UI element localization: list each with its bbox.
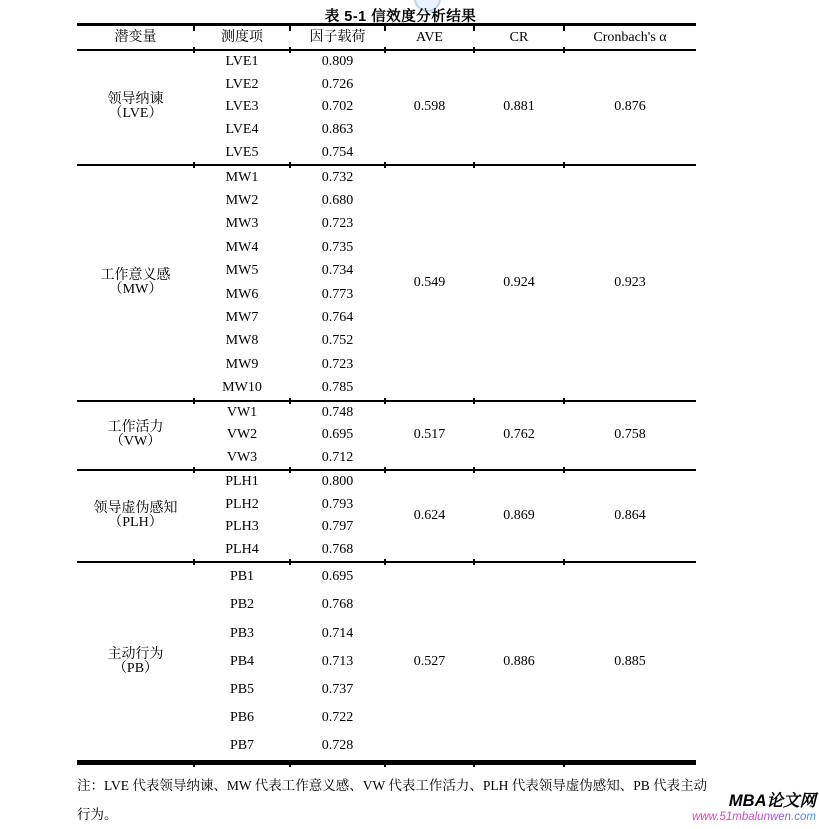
cell-border-tick — [289, 25, 291, 31]
cell-border-tick — [563, 559, 565, 565]
factor-loading-value: 0.722 — [321, 710, 354, 726]
latent-variable-name: 工作意义感 — [100, 267, 171, 283]
measurement-item: PB6 — [229, 710, 255, 726]
measurement-item: PB2 — [229, 597, 255, 613]
cell-border-tick — [193, 761, 195, 767]
cell-border-tick — [193, 47, 195, 53]
cell-border-tick — [193, 25, 195, 31]
cell-border-tick — [289, 47, 291, 53]
ave-value: 0.624 — [413, 508, 446, 524]
ave-value: 0.517 — [413, 427, 446, 443]
cell-border-tick — [473, 761, 475, 767]
cr-value: 0.886 — [503, 653, 535, 669]
reliability-validity-table — [77, 23, 696, 765]
measurement-item: VW3 — [226, 449, 258, 465]
factor-loading-value: 0.734 — [321, 263, 354, 279]
measurement-item: PLH4 — [225, 541, 259, 557]
factor-loading-value: 0.797 — [321, 519, 354, 535]
cell-border-tick — [563, 47, 565, 53]
factor-loading-value: 0.754 — [321, 144, 354, 160]
cell-border-tick — [289, 162, 291, 168]
cr-value: 0.762 — [503, 427, 535, 443]
table-section — [77, 51, 696, 166]
cell-border-tick — [384, 25, 386, 31]
measurement-item: MW9 — [225, 356, 259, 372]
measurement-item: LVE3 — [225, 99, 259, 115]
cell-border-tick — [473, 559, 475, 565]
latent-variable-name: 工作活力 — [107, 420, 164, 436]
footnote-line-2: 行为。 — [77, 807, 118, 822]
measurement-item: PLH2 — [225, 496, 259, 512]
ave-value: 0.527 — [413, 653, 446, 669]
latent-variable-cell — [77, 51, 194, 164]
factor-loading-value: 0.768 — [321, 541, 354, 557]
latent-variable-code: （LVE） — [108, 106, 163, 122]
cell-border-tick — [473, 398, 475, 404]
factor-loading-value: 0.723 — [321, 356, 354, 372]
cell-border-tick — [193, 559, 195, 565]
cell-border-tick — [384, 162, 386, 168]
ave-value: 0.598 — [413, 99, 446, 115]
latent-variable-code: （VW） — [109, 434, 162, 450]
factor-loading-value: 0.732 — [321, 169, 354, 185]
table-footnote — [77, 771, 717, 829]
watermark-site-url: www.51mbalunwen.com — [691, 811, 816, 823]
watermark-site-name: MBA论文网 — [728, 792, 816, 810]
factor-loading-value: 0.695 — [321, 569, 354, 585]
cell-border-tick — [563, 162, 565, 168]
header-measurement-item: 测度项 — [221, 30, 263, 45]
factor-loading-value: 0.712 — [321, 449, 354, 465]
table-section — [77, 402, 696, 471]
cr-value: 0.924 — [503, 274, 535, 290]
factor-loading-value: 0.726 — [321, 76, 354, 92]
cell-border-tick — [563, 398, 565, 404]
cell-border-tick — [289, 398, 291, 404]
measurement-item: PB7 — [229, 738, 255, 754]
latent-variable-cell — [77, 402, 194, 469]
latent-variable-name: 领导纳谏 — [107, 92, 164, 108]
measurement-item: VW1 — [226, 405, 258, 421]
factor-loading-value: 0.785 — [321, 380, 354, 396]
measurement-item: MW2 — [225, 193, 259, 209]
measurement-item: PLH3 — [225, 519, 259, 535]
measurement-item: PB3 — [229, 625, 255, 641]
latent-variable-code: （MW） — [108, 281, 163, 297]
header-ave: AVE — [416, 30, 443, 45]
latent-variable-cell — [77, 563, 194, 760]
measurement-item: MW5 — [225, 263, 259, 279]
cell-border-tick — [473, 47, 475, 53]
measurement-item: MW10 — [222, 380, 262, 396]
measurement-item: LVE1 — [225, 54, 259, 70]
cell-border-tick — [193, 398, 195, 404]
factor-loading-value: 0.723 — [321, 216, 354, 232]
cell-border-tick — [563, 761, 565, 767]
cr-value: 0.869 — [503, 508, 535, 524]
cronbach-alpha-value: 0.876 — [614, 99, 646, 115]
table-section — [77, 166, 696, 402]
header-factor-loading: 因子载荷 — [309, 30, 366, 45]
cronbach-alpha-value: 0.758 — [614, 427, 646, 443]
cell-border-tick — [563, 467, 565, 473]
cell-border-tick — [193, 162, 195, 168]
factor-loading-value: 0.863 — [321, 122, 354, 138]
factor-loading-value: 0.714 — [321, 625, 354, 641]
table-section — [77, 563, 696, 762]
factor-loading-value: 0.773 — [321, 286, 354, 302]
factor-loading-value: 0.764 — [321, 310, 354, 325]
site-watermark — [692, 793, 816, 823]
measurement-item: MW1 — [225, 169, 259, 185]
cronbach-alpha-value: 0.923 — [614, 274, 646, 290]
factor-loading-value: 0.728 — [321, 738, 354, 754]
measurement-item: PLH1 — [225, 474, 259, 490]
factor-loading-value: 0.680 — [321, 193, 354, 209]
cell-border-tick — [289, 467, 291, 473]
latent-variable-cell — [77, 471, 194, 561]
factor-loading-value: 0.702 — [321, 99, 354, 115]
cell-border-tick — [193, 467, 195, 473]
measurement-item: LVE4 — [225, 122, 259, 138]
cell-border-tick — [384, 398, 386, 404]
latent-variable-code: （PLH） — [108, 515, 163, 531]
cell-border-tick — [384, 559, 386, 565]
measurement-item: LVE5 — [225, 144, 259, 160]
table-caption: 表 5-1 信效度分析结果 — [324, 9, 477, 25]
cell-border-tick — [473, 25, 475, 31]
factor-loading-value: 0.695 — [321, 427, 354, 443]
measurement-item: MW4 — [225, 239, 259, 255]
cell-border-tick — [289, 559, 291, 565]
factor-loading-value: 0.737 — [321, 681, 354, 697]
cell-border-tick — [289, 761, 291, 767]
measurement-item: VW2 — [226, 427, 258, 443]
factor-loading-value: 0.809 — [321, 54, 354, 70]
header-latent-variable: 潜变量 — [114, 30, 157, 45]
factor-loading-value: 0.793 — [321, 496, 354, 512]
footnote-line-1: 注：LVE 代表领导纳谏、MW 代表工作意义感、VW 代表工作活力、PLH 代表领导虚伪感知、PB 代表主动 — [77, 778, 708, 793]
table-section — [77, 471, 696, 563]
measurement-item: MW3 — [225, 216, 259, 232]
cronbach-alpha-value: 0.885 — [614, 653, 646, 669]
cronbach-alpha-value: 0.864 — [614, 508, 646, 524]
header-cr: CR — [509, 30, 529, 45]
measurement-item: MW8 — [225, 333, 259, 349]
factor-loading-value: 0.748 — [321, 405, 354, 421]
measurement-item: PB4 — [229, 653, 255, 669]
table-header-row — [77, 26, 696, 51]
cell-border-tick — [384, 761, 386, 767]
factor-loading-value: 0.735 — [321, 239, 354, 255]
measurement-item: MW7 — [225, 310, 259, 325]
cr-value: 0.881 — [503, 99, 535, 115]
cell-border-tick — [473, 467, 475, 473]
measurement-item: PB1 — [229, 569, 255, 585]
cell-border-tick — [563, 25, 565, 31]
latent-variable-name: 领导虚伪感知 — [93, 501, 178, 517]
cell-border-tick — [384, 47, 386, 53]
cell-border-tick — [473, 162, 475, 168]
measurement-item: PB5 — [229, 681, 255, 697]
cell-border-tick — [384, 467, 386, 473]
factor-loading-value: 0.768 — [321, 597, 354, 613]
measurement-item: MW6 — [225, 286, 259, 302]
factor-loading-value: 0.713 — [321, 653, 354, 669]
ave-value: 0.549 — [413, 274, 446, 290]
latent-variable-name: 主动行为 — [107, 646, 164, 662]
latent-variable-cell — [77, 166, 194, 400]
measurement-item: LVE2 — [225, 76, 259, 92]
header-cronbach-alpha: Cronbach's α — [593, 30, 667, 45]
factor-loading-value: 0.752 — [321, 333, 354, 349]
latent-variable-code: （PB） — [112, 660, 159, 676]
factor-loading-value: 0.800 — [321, 474, 354, 490]
